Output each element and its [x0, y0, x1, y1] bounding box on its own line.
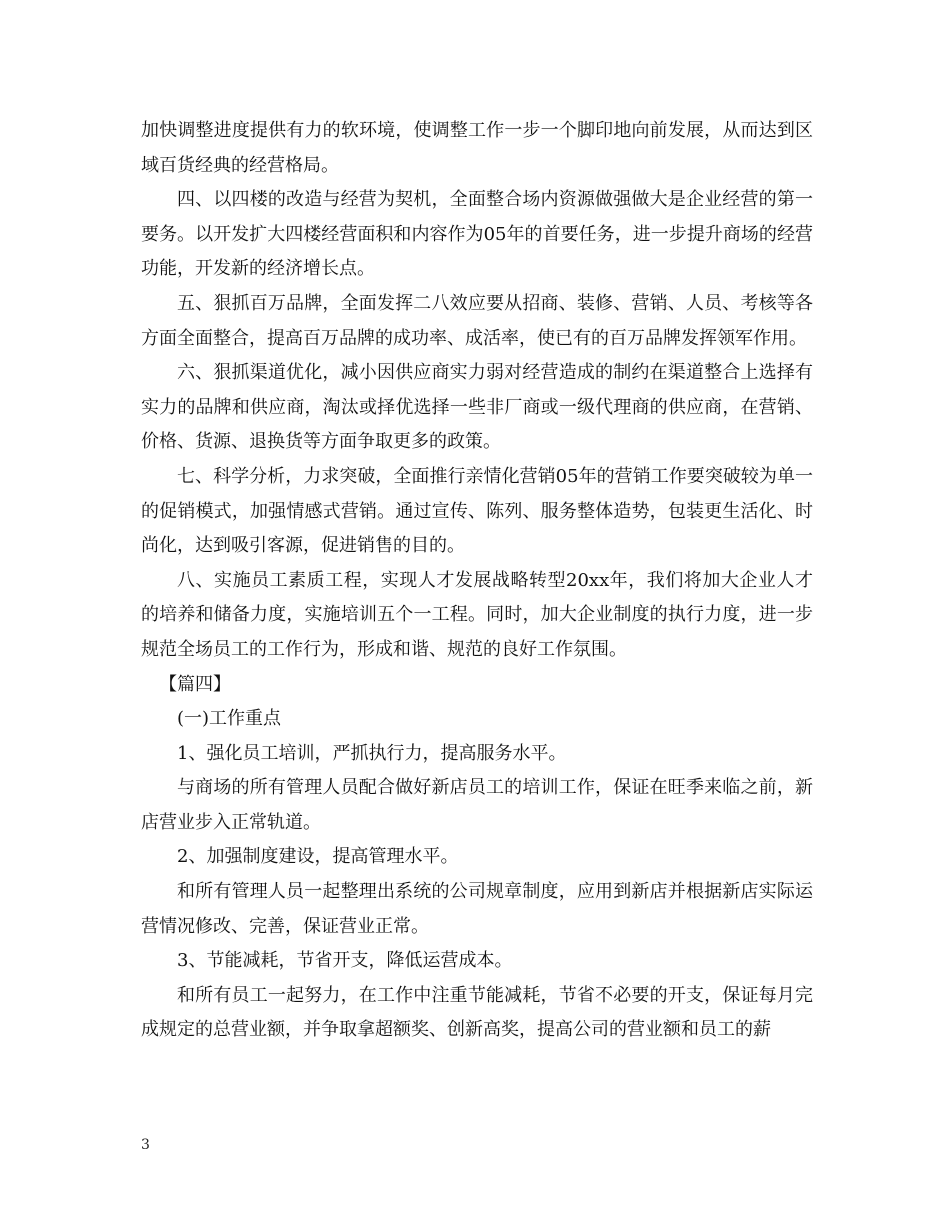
paragraph-system: 和所有管理人员一起整理出系统的公司规章制度，应用到新店并根据新店实际运营情况修改、完善，保证营业正常。: [141, 881, 813, 937]
subheading-work-focus: (一)工作重点: [177, 708, 282, 730]
page-number: 3: [141, 1137, 150, 1153]
point-heading-system: 2、加强制度建设，提高管理水平。: [177, 846, 459, 868]
paragraph-item-five: 五、狠抓百万品牌，全面发挥二八效应要从招商、装修、营销、人员、考核等各方面全面整合，提高百万品牌的成功率、成活率，使已有的百万品牌发挥领军作用。: [141, 292, 813, 349]
paragraph-training: 与商场的所有管理人员配合做好新店员工的培训工作，保证在旺季来临之前，新店营业步入正常轨道。: [141, 777, 813, 833]
section-heading: 【篇四】: [159, 673, 231, 695]
paragraph-continuation: 加快调整进度提供有力的软环境，使调整工作一步一个脚印地向前发展，从而达到区域百货经典的经营格局。: [141, 120, 813, 176]
paragraph-item-four: 四、以四楼的改造与经营为契机，全面整合场内资源做强做大是企业经营的第一要务。以开发扩大四楼经营面积和内容作为05年的首要任务，进一步提升商场的经营功能，开发新的经济增长点。: [141, 189, 813, 280]
page-content: [141, 114, 813, 1048]
paragraph-item-seven: 七、科学分析，力求突破，全面推行亲情化营销05年的营销工作要突破较为单一的促销模式，加强情感式营销。通过宣传、陈列、服务整体造势，包装更生活化、时尚化，达到吸引客源，促进销售的目的。: [141, 465, 813, 557]
paragraph-item-six: 六、狠抓渠道优化，减小因供应商实力弱对经营造成的制约在渠道整合上选择有实力的品牌和供应商，淘汰或择优选择一些非厂商或一级代理商的供应商，在营销、价格、货源、退换货等方面争取更多的政策。: [141, 362, 813, 453]
paragraph-cost: 和所有员工一起努力，在工作中注重节能减耗，节省不必要的开支，保证每月完成规定的总营业额，并争取拿超额奖、创新高奖，提高公司的营业额和员工的薪: [141, 984, 813, 1041]
paragraph-item-eight: 八、实施员工素质工程，实现人才发展战略转型20xx年，我们将加大企业人才的培养和储备力度，实施培训五个一工程。同时，加大企业制度的执行力度，进一步规范全场员工的工作行为，形成和谐、规范的良好工作氛围。: [141, 569, 813, 660]
point-heading-training: 1、强化员工培训，严抓执行力，提高服务水平。: [177, 742, 567, 764]
point-heading-cost: 3、节能减耗，节省开支，降低运营成本。: [177, 950, 513, 972]
